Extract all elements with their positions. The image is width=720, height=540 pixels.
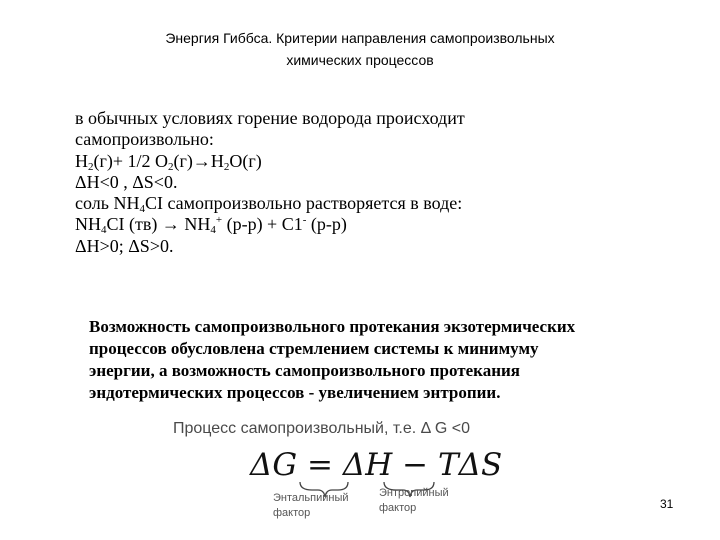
delta-g: ΔG bbox=[250, 447, 298, 483]
equals-sign: = bbox=[307, 447, 333, 483]
minus-sign: − bbox=[402, 447, 429, 483]
body-line-1: в обычных условиях горение водорода происходит bbox=[75, 108, 465, 128]
eq1-part: H bbox=[75, 150, 88, 171]
l5-part: CI самопроизвольно растворяется в воде: bbox=[144, 193, 463, 214]
eq1-sub: 2 bbox=[168, 160, 174, 173]
eq1-part: (г)+ 1/2 O bbox=[93, 150, 169, 171]
t-delta-s: TΔS bbox=[437, 447, 503, 483]
title-line-1: Энергия Гиббса. Критерии направления самопроизвольных bbox=[165, 30, 555, 46]
formula-caption: Процесс самопроизвольный, т.е. Δ G <0 bbox=[173, 420, 471, 437]
enthalpy-label-line-1: Энтальпийный bbox=[273, 492, 349, 504]
eq2-part: NH bbox=[75, 214, 101, 235]
conclusion-line-1: Возможность самопроизвольного протекания экзотермических bbox=[89, 317, 576, 336]
conclusion-line-4: эндотермических процессов - увеличением энтропии. bbox=[89, 383, 501, 402]
eq1-part: (г)→H bbox=[173, 150, 224, 171]
eq1-sub: 2 bbox=[223, 160, 230, 173]
eq2-sub: 4 bbox=[210, 224, 216, 237]
eq1-part: O(г) bbox=[229, 150, 262, 171]
eq2-sub: 4 bbox=[101, 224, 107, 237]
enthalpy-label-line-2: фактор bbox=[273, 507, 311, 519]
eq2-sup: + bbox=[215, 214, 223, 227]
body-line-2: самопроизвольно: bbox=[75, 129, 214, 150]
eq2-part: (р-р) bbox=[306, 214, 347, 235]
title-line-2: химических процессов bbox=[286, 52, 434, 68]
eq2-part: CI (тв) → NH bbox=[106, 214, 211, 235]
delta-h: ΔH bbox=[342, 447, 393, 483]
l5-part: соль NH bbox=[75, 193, 140, 214]
conclusion-line-2: процессов обусловлена стремлением системы к минимуму bbox=[89, 339, 539, 358]
entropy-label-line-2: фактор bbox=[379, 502, 417, 514]
body-line-7: ΔH>0; ΔS>0. bbox=[75, 235, 174, 256]
eq1-sub: 2 bbox=[88, 160, 94, 173]
body-line-4: ΔH<0 , ΔS<0. bbox=[75, 171, 178, 192]
page-number: 31 bbox=[660, 497, 674, 511]
eq2-part: (р-р) + C1 bbox=[222, 214, 303, 235]
entropy-label-line-1: Энтропийный bbox=[379, 487, 449, 499]
l5-sub: 4 bbox=[139, 203, 145, 216]
enthalpy-factor-label bbox=[273, 491, 349, 521]
conclusion-line-3: энергии, а возможность самопроизвольного протекания bbox=[89, 361, 520, 380]
eq2-sup: - bbox=[302, 214, 307, 227]
entropy-factor-label bbox=[379, 486, 449, 516]
